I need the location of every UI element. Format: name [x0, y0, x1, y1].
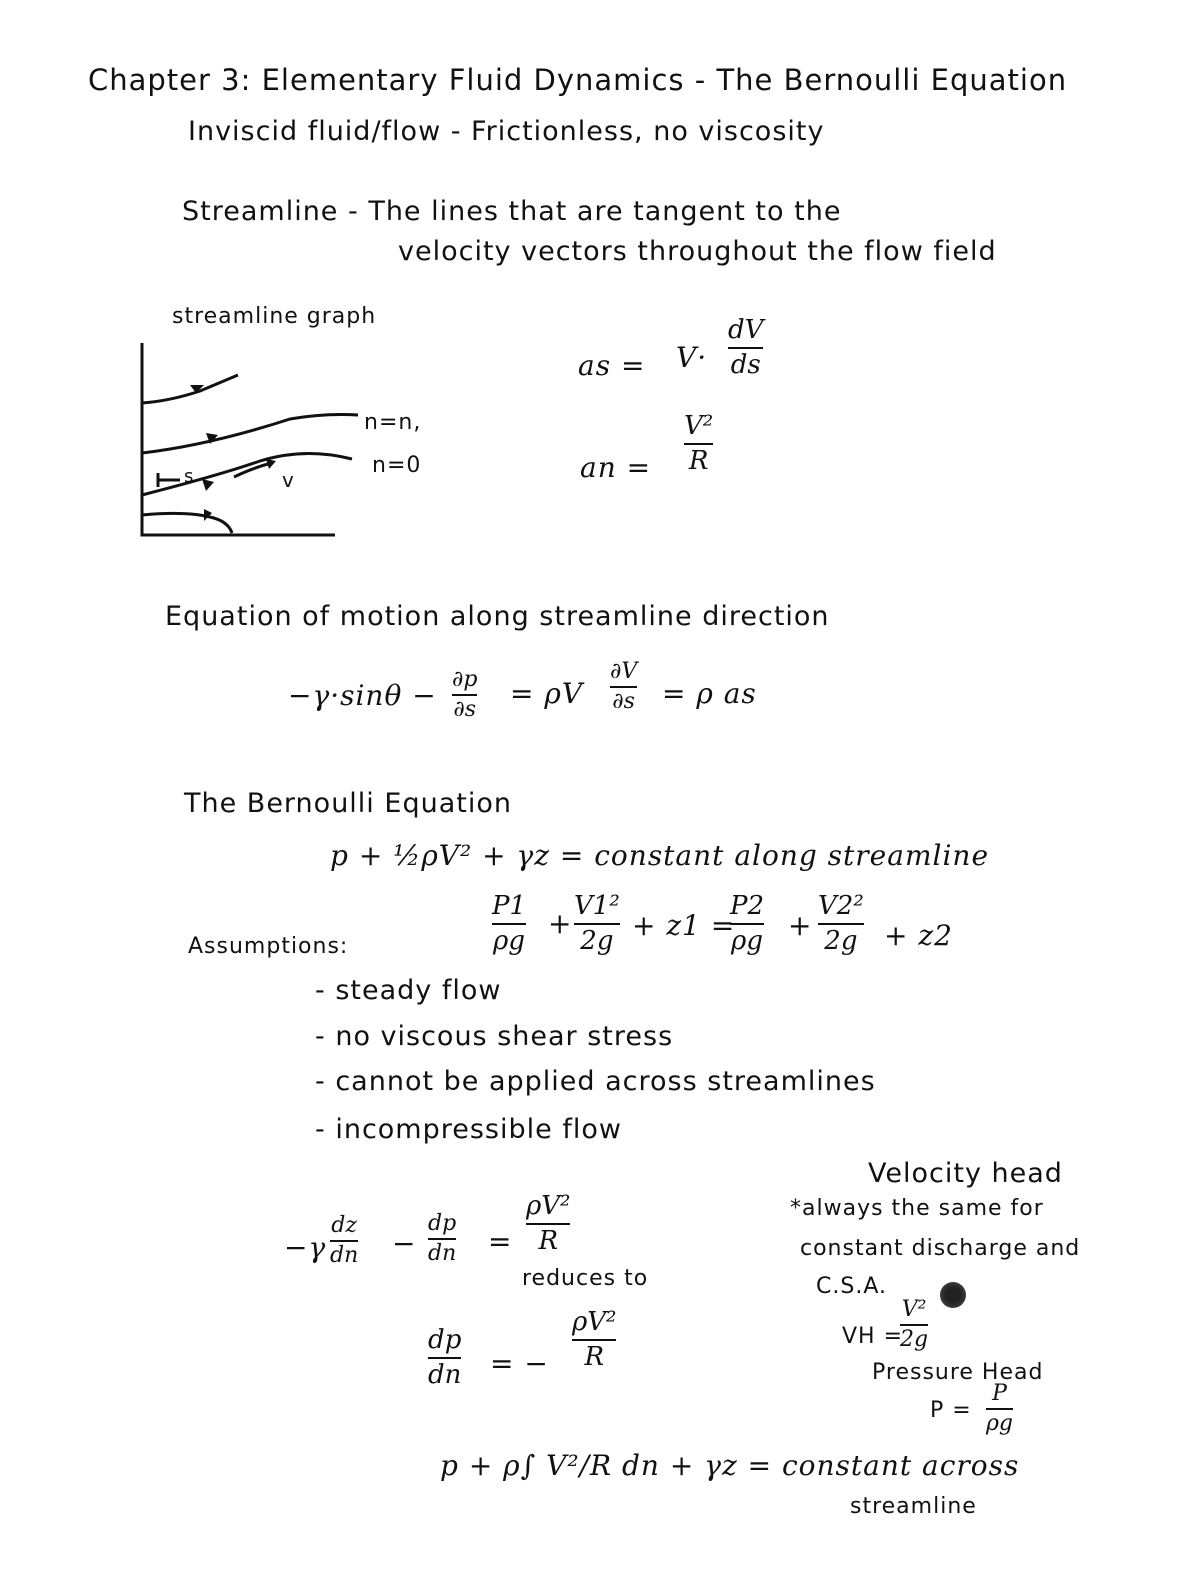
- vh-lhs: VH =: [842, 1324, 904, 1349]
- vh-num: V²: [901, 1297, 927, 1322]
- as-num: dV: [728, 315, 764, 345]
- streamline-definition-line1: Streamline - The lines that are tangent to the: [182, 196, 842, 227]
- graph-label-n1: n=n,: [364, 410, 422, 435]
- as-fraction: [728, 316, 763, 379]
- v2-num: V2²: [818, 891, 864, 921]
- graph-axes: [142, 343, 335, 535]
- velocity-arrowhead: [266, 459, 276, 469]
- v2-fraction: [818, 892, 864, 955]
- streamline-definition-line2: velocity vectors throughout the flow field: [398, 236, 997, 267]
- normal-dp-den: dn: [428, 1241, 457, 1267]
- v1-num: V1²: [574, 891, 620, 921]
- p1-num: P1: [492, 891, 527, 921]
- plus-2: +: [788, 909, 813, 942]
- an-lhs: an =: [580, 451, 652, 484]
- normal-lhs: −γ: [284, 1231, 327, 1264]
- streamline-graph: [130, 335, 460, 550]
- dp2-fraction: [428, 1326, 461, 1389]
- p1-fraction: [492, 892, 526, 955]
- graph-label-s: s: [184, 466, 195, 487]
- assumption-incompressible: - incompressible flow: [315, 1114, 622, 1145]
- chapter-title: Chapter 3: Elementary Fluid Dynamics - The Bernoulli Equation: [88, 63, 1068, 97]
- eq-motion-heading: Equation of motion along streamline direction: [165, 601, 830, 632]
- streamline-n1: [142, 415, 358, 454]
- z1-eq: + z1 =: [632, 909, 736, 942]
- normal-rhs-num: ρV²: [526, 1191, 571, 1221]
- streamline-n0: [142, 453, 352, 495]
- velocity-head-line1: *always the same for: [790, 1196, 1044, 1221]
- graph-label-v: v: [282, 468, 295, 492]
- normal-dp-num: dp: [428, 1211, 457, 1236]
- z2: + z2: [884, 919, 953, 952]
- assumption-steady: - steady flow: [315, 975, 502, 1006]
- normal-minus: −: [392, 1227, 417, 1260]
- ph-num: P: [992, 1381, 1007, 1406]
- ph-lhs: P =: [930, 1398, 972, 1423]
- velocity-head-title: Velocity head: [868, 1158, 1063, 1189]
- arrow-bottom: [204, 509, 212, 521]
- inviscid-definition: Inviscid fluid/flow - Frictionless, no viscosity: [188, 116, 825, 147]
- dp-den: ∂s: [453, 697, 477, 723]
- normal-rhs-fraction: [526, 1192, 570, 1255]
- assumption-not-across: - cannot be applied across streamlines: [315, 1066, 876, 1097]
- dv-num: ∂V: [610, 659, 638, 684]
- normal-rhs2-den: R: [584, 1341, 605, 1372]
- normal-dp-fraction: [428, 1212, 456, 1266]
- pressure-head-title: Pressure Head: [872, 1360, 1044, 1385]
- as-v: V·: [676, 341, 708, 374]
- as-lhs: as =: [578, 349, 646, 382]
- streamline-bottom: [142, 513, 232, 533]
- p2-fraction: [730, 892, 764, 955]
- v2-den: 2g: [824, 925, 858, 956]
- dz-num: dz: [331, 1213, 357, 1238]
- eq-motion-lhs: −γ·sinθ −: [288, 679, 437, 712]
- ph-fraction: [986, 1382, 1013, 1436]
- an-fraction: [684, 412, 713, 475]
- ph-den: ρg: [986, 1411, 1014, 1437]
- dz-fraction: [330, 1214, 358, 1268]
- vh-den: 2g: [900, 1327, 929, 1353]
- across-streamline: streamline: [850, 1494, 977, 1519]
- dp2-den: dn: [428, 1359, 462, 1390]
- normal-eq: =: [488, 1225, 513, 1258]
- scribble-dot: [940, 1282, 966, 1308]
- reduces-to: reduces to: [522, 1266, 649, 1291]
- velocity-head-line3: C.S.A.: [816, 1274, 887, 1299]
- eq-motion-rhs: = ρ as: [662, 677, 757, 710]
- an-den: R: [688, 445, 709, 476]
- dp2-num: dp: [428, 1325, 462, 1355]
- dz-den: dn: [330, 1243, 359, 1269]
- assumption-no-viscous: - no viscous shear stress: [315, 1021, 674, 1052]
- v1-fraction: [574, 892, 620, 955]
- normal-eq2: = −: [490, 1347, 549, 1380]
- v1-den: 2g: [580, 925, 614, 956]
- eq-motion-dp: [452, 668, 477, 722]
- dv-den: ∂s: [612, 689, 635, 715]
- bernoulli-eq1: p + ½ρV² + γz = constant along streamline: [330, 839, 990, 872]
- eq-motion-mid: = ρV: [510, 677, 584, 710]
- across-equation: p + ρ∫ V²/R dn + γz = constant across: [440, 1449, 1020, 1482]
- p2-num: P2: [730, 891, 765, 921]
- eq-motion-dv: [610, 660, 637, 714]
- dp-num: ∂p: [452, 667, 478, 692]
- p2-den: ρg: [731, 925, 763, 956]
- velocity-arrow: [234, 463, 272, 477]
- normal-rhs2-num: ρV²: [572, 1307, 617, 1337]
- streamline-top: [142, 375, 238, 403]
- graph-label: streamline graph: [172, 304, 377, 329]
- graph-label-n0: n=0: [372, 453, 422, 478]
- assumptions-heading: Assumptions:: [188, 934, 349, 959]
- as-den: ds: [730, 349, 761, 380]
- bernoulli-heading: The Bernoulli Equation: [184, 788, 512, 819]
- arrow-n0: [202, 479, 214, 491]
- an-num: V²: [684, 411, 714, 441]
- velocity-head-line2: constant discharge and: [800, 1236, 1081, 1261]
- plus-1: +: [548, 907, 573, 940]
- normal-rhs2-fraction: [572, 1308, 616, 1371]
- p1-den: ρg: [493, 925, 525, 956]
- vh-fraction: [900, 1298, 928, 1352]
- normal-rhs-den: R: [538, 1225, 559, 1256]
